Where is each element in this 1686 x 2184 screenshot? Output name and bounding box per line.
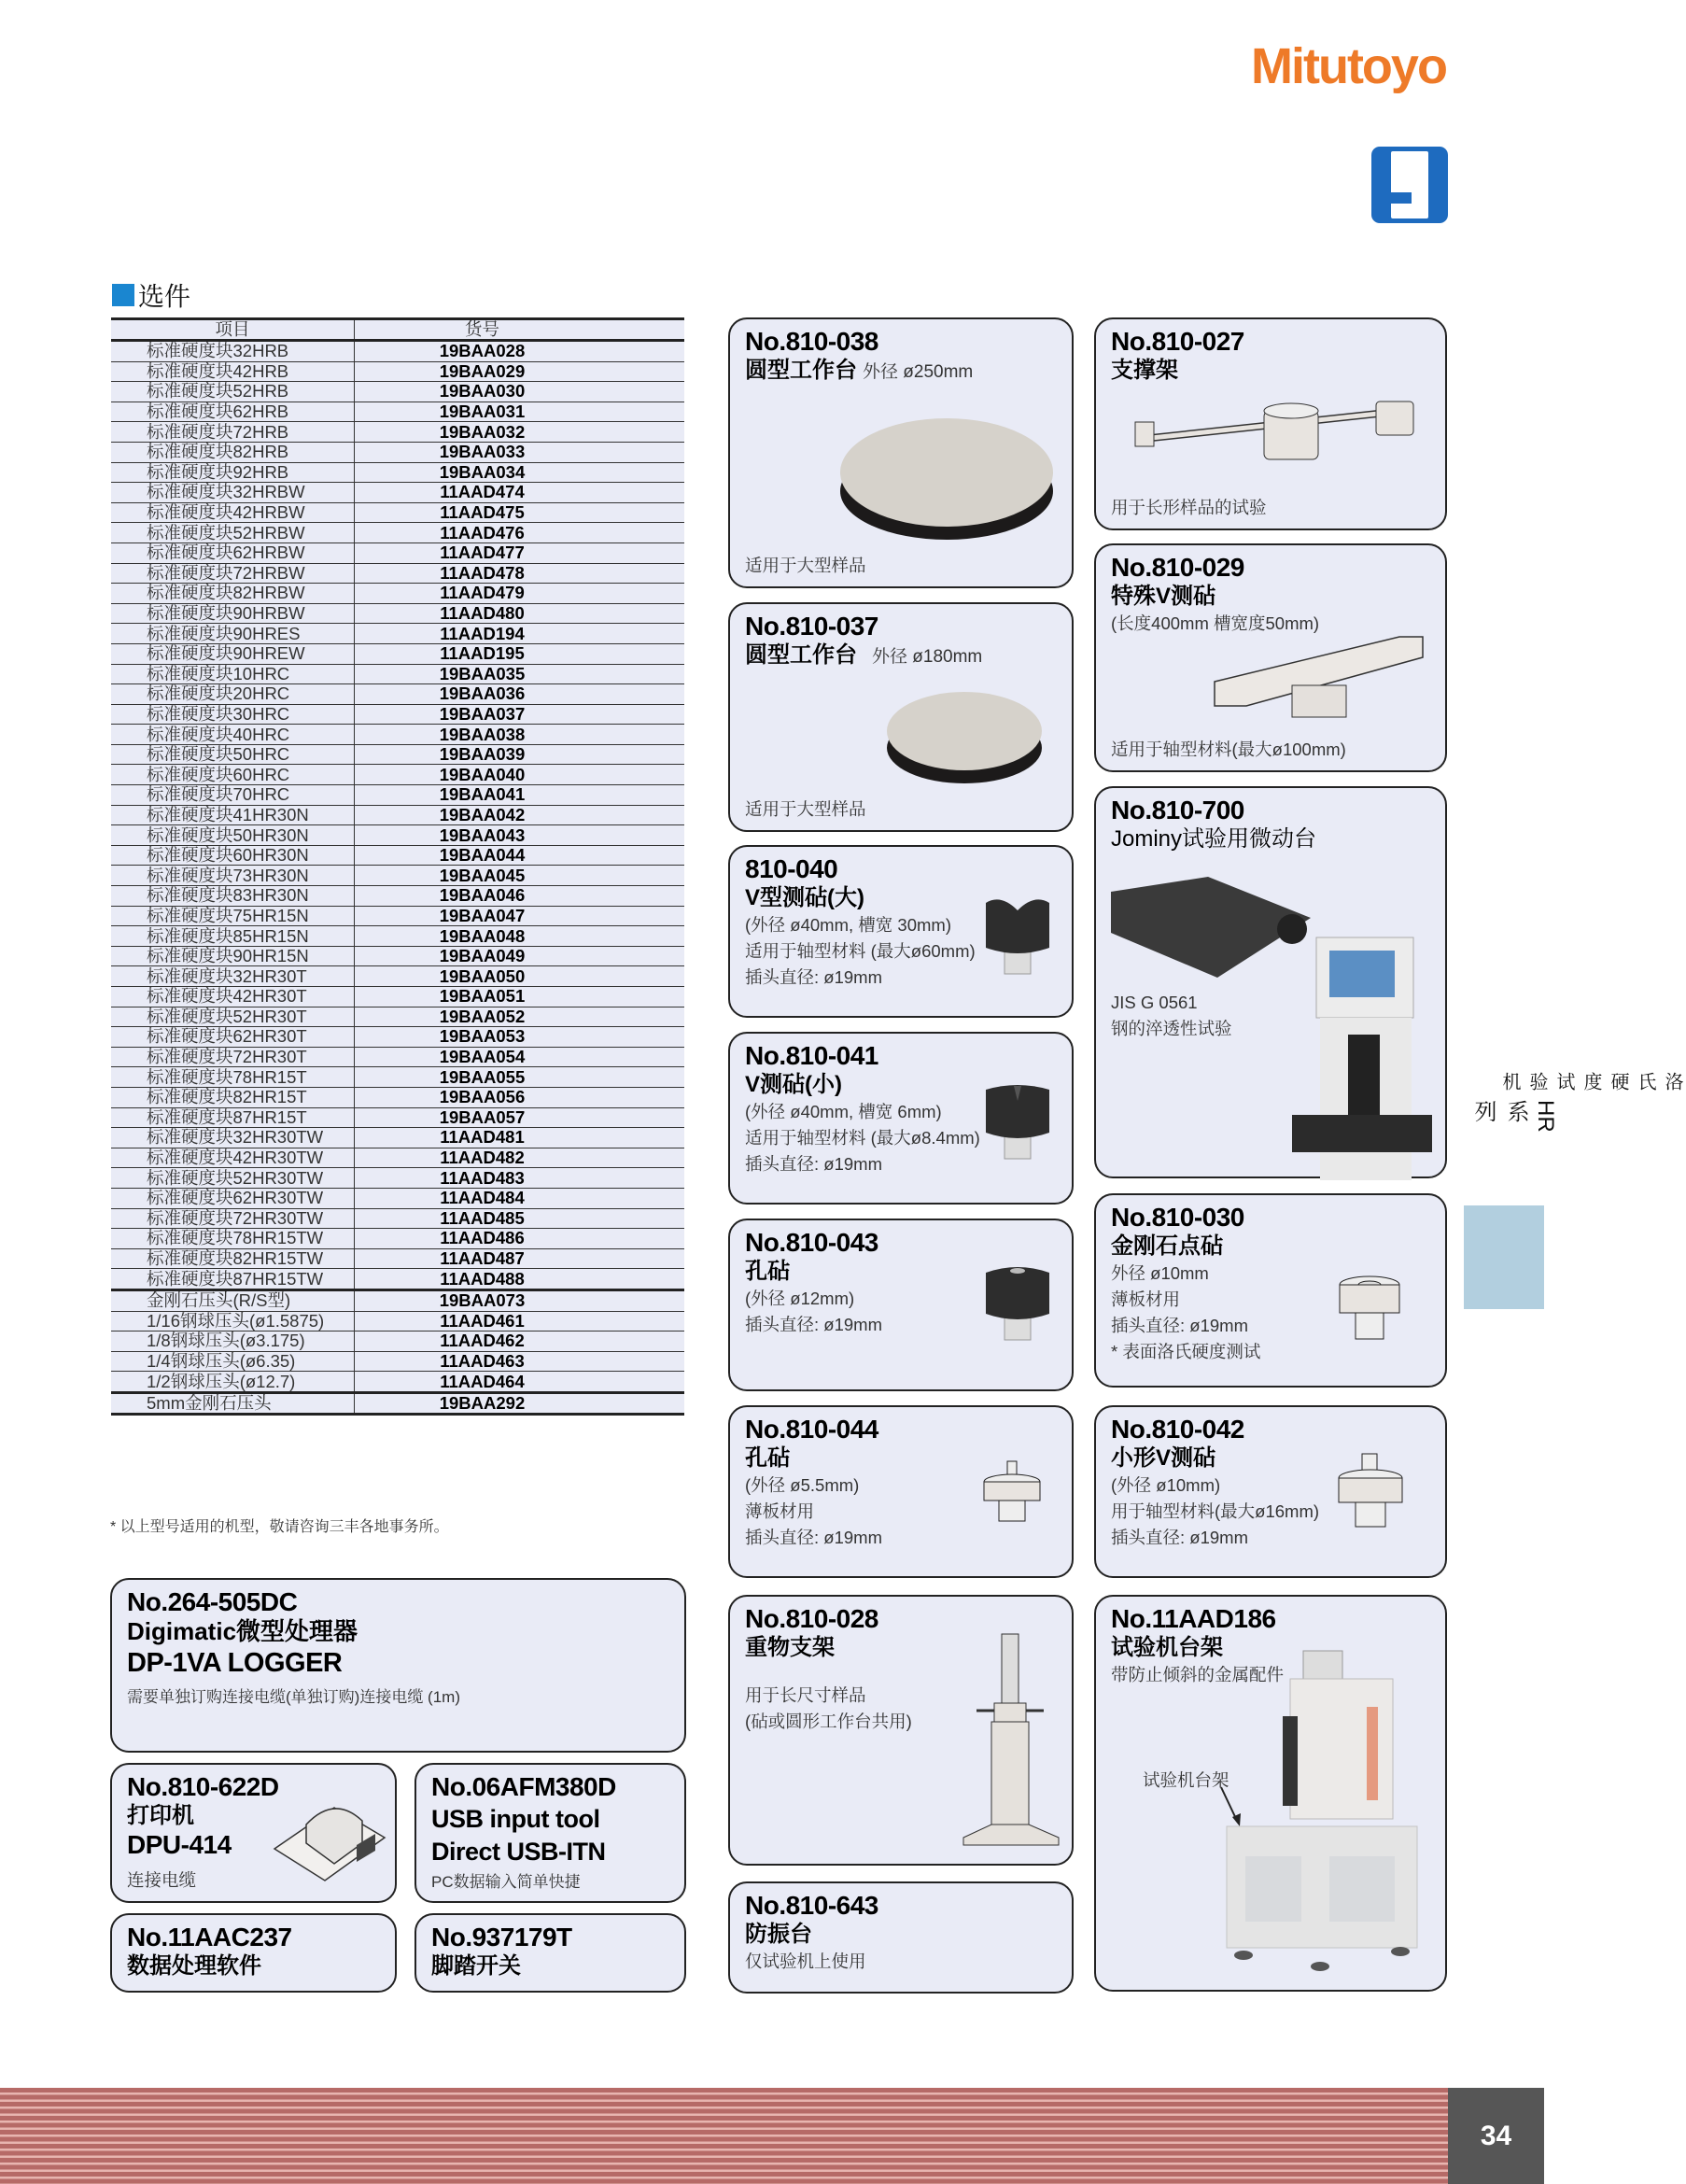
cell-code: 19BAA046 bbox=[355, 886, 685, 907]
callout-label: 试验机台架 bbox=[1143, 1770, 1229, 1790]
table-row bbox=[111, 1289, 684, 1311]
card-spec-3: 插头直径: ø19mm bbox=[745, 1528, 882, 1547]
cell-code: 19BAA052 bbox=[355, 1007, 685, 1027]
table-row bbox=[111, 1248, 684, 1269]
cell-item: 标准硬度块75HR15N bbox=[111, 906, 355, 926]
card-number: No.11AAC237 bbox=[127, 1923, 292, 1952]
cell-item: 标准硬度块42HRB bbox=[111, 361, 355, 382]
cell-item: 标准硬度块83HR30N bbox=[111, 886, 355, 907]
table-row bbox=[111, 966, 684, 987]
cell-code: 11AAD195 bbox=[355, 643, 685, 664]
table-row bbox=[111, 502, 684, 523]
special-v-anvil-illustration-icon bbox=[1213, 631, 1437, 725]
table-row bbox=[111, 946, 684, 966]
card-spec-1: 外径 ø10mm bbox=[1111, 1263, 1209, 1283]
card-number: No.810-028 bbox=[745, 1604, 878, 1633]
small-v-anvil-icon bbox=[1337, 1452, 1408, 1536]
table-row bbox=[111, 1351, 684, 1372]
card-937179T bbox=[414, 1913, 686, 1993]
cell-item: 标准硬度块90HREW bbox=[111, 643, 355, 664]
cell-item: 标准硬度块10HRC bbox=[111, 664, 355, 684]
card-spec-1: (外径 ø10mm) bbox=[1111, 1475, 1221, 1495]
cell-item: 标准硬度块87HR15T bbox=[111, 1107, 355, 1128]
card-spec-3: 插头直径: ø19mm bbox=[1111, 1528, 1248, 1547]
cell-item: 金刚石压头(R/S型) bbox=[111, 1289, 355, 1311]
card-number: No.810-622D bbox=[127, 1772, 279, 1801]
table-row bbox=[111, 1372, 684, 1393]
mitutoyo-logo: Mitutoyo bbox=[1251, 38, 1446, 94]
card-11AAC237 bbox=[110, 1913, 397, 1993]
cell-code: 11AAD194 bbox=[355, 624, 685, 644]
cell-code: 19BAA042 bbox=[355, 805, 685, 825]
card-810-700 bbox=[1094, 786, 1447, 1178]
table-row bbox=[111, 402, 684, 422]
cell-code: 11AAD481 bbox=[355, 1128, 685, 1148]
card-810-037 bbox=[728, 602, 1074, 832]
cell-item: 标准硬度块50HR30N bbox=[111, 825, 355, 846]
page-number: 34 bbox=[1448, 2088, 1544, 2184]
table-row bbox=[111, 1208, 684, 1229]
cell-code: 11AAD483 bbox=[355, 1168, 685, 1189]
table-row bbox=[111, 664, 684, 684]
card-spec-1: 用于长尺寸样品 bbox=[745, 1685, 866, 1705]
cell-item: 标准硬度块90HRBW bbox=[111, 603, 355, 624]
card-06AFM380D bbox=[414, 1763, 686, 1903]
cell-code: 19BAA045 bbox=[355, 866, 685, 886]
table-row bbox=[111, 1269, 684, 1290]
card-number: No.810-643 bbox=[745, 1891, 878, 1920]
cell-item: 标准硬度块52HR30TW bbox=[111, 1168, 355, 1189]
cell-item: 标准硬度块32HRB bbox=[111, 341, 355, 362]
table-row bbox=[111, 1107, 684, 1128]
card-810-041 bbox=[728, 1032, 1074, 1205]
card-name: 脚踏开关 bbox=[431, 1953, 521, 1979]
card-810-030 bbox=[1094, 1193, 1447, 1388]
cell-code: 19BAA073 bbox=[355, 1289, 685, 1311]
card-810-643 bbox=[728, 1881, 1074, 1994]
card-name: 金刚石点砧 bbox=[1111, 1233, 1223, 1259]
card-number: No.264-505DC bbox=[127, 1587, 298, 1616]
card-spec: (长度400mm 槽宽度50mm) bbox=[1111, 613, 1320, 633]
card-number: No.810-030 bbox=[1111, 1203, 1244, 1232]
side-tab-color-block bbox=[1464, 1205, 1544, 1309]
cell-item: 标准硬度块92HRB bbox=[111, 462, 355, 483]
table-row bbox=[111, 684, 684, 705]
card-810-622D bbox=[110, 1763, 397, 1903]
cell-item: 标准硬度块73HR30N bbox=[111, 866, 355, 886]
card-desc: 仅试验机上使用 bbox=[745, 1952, 866, 1971]
cell-item: 标准硬度块78HR15TW bbox=[111, 1229, 355, 1249]
card-name: Digimatic微型处理器 bbox=[127, 1617, 358, 1645]
table-row bbox=[111, 603, 684, 624]
table-row bbox=[111, 906, 684, 926]
table-row bbox=[111, 1007, 684, 1027]
table-row bbox=[111, 1392, 684, 1415]
card-number: No.810-042 bbox=[1111, 1415, 1244, 1444]
cell-item: 标准硬度块82HRBW bbox=[111, 584, 355, 604]
cell-item: 标准硬度块82HR15T bbox=[111, 1087, 355, 1107]
cell-code: 19BAA039 bbox=[355, 744, 685, 765]
column-header-code: 货号 bbox=[355, 319, 685, 341]
table-row bbox=[111, 1148, 684, 1168]
card-spec-4: * 表面洛氏硬度测试 bbox=[1111, 1342, 1261, 1361]
table-row bbox=[111, 866, 684, 886]
card-number: No.06AFM380D bbox=[431, 1772, 616, 1801]
card-name: V型测砧(大) bbox=[745, 885, 864, 910]
card-spec: 外径 ø250mm bbox=[863, 362, 974, 382]
cell-code: 19BAA038 bbox=[355, 725, 685, 745]
table-row bbox=[111, 1128, 684, 1148]
card-name-text: 圆型工作台 bbox=[745, 358, 857, 383]
cell-item: 标准硬度块42HRBW bbox=[111, 502, 355, 523]
card-spec-2: 钢的淬透性试验 bbox=[1111, 1019, 1232, 1038]
diamond-spot-anvil-icon bbox=[1337, 1274, 1404, 1348]
cell-code: 19BAA040 bbox=[355, 765, 685, 785]
cell-item: 标准硬度块60HR30N bbox=[111, 845, 355, 866]
cell-item: 标准硬度块62HR30TW bbox=[111, 1188, 355, 1208]
card-name: 孔砧 bbox=[745, 1259, 790, 1284]
cell-item: 标准硬度块32HR30T bbox=[111, 966, 355, 987]
card-spec-3: 插头直径: ø19mm bbox=[745, 1154, 882, 1174]
cell-item: 标准硬度块82HR15TW bbox=[111, 1248, 355, 1269]
cell-item: 标准硬度块60HRC bbox=[111, 765, 355, 785]
column-header-item: 项目 bbox=[111, 319, 355, 341]
cell-item: 标准硬度块82HRB bbox=[111, 442, 355, 462]
card-desc: PC数据输入简单快捷 bbox=[431, 1873, 581, 1891]
table-row bbox=[111, 523, 684, 543]
table-row bbox=[111, 462, 684, 483]
card-model: Direct USB-ITN bbox=[431, 1838, 606, 1866]
card-name: 重物支架 bbox=[745, 1635, 835, 1660]
table-row bbox=[111, 563, 684, 584]
card-number: No.11AAD186 bbox=[1111, 1604, 1276, 1633]
cell-item: 标准硬度块20HRC bbox=[111, 684, 355, 705]
card-spec-1: (外径 ø40mm, 槽宽 30mm) bbox=[745, 915, 951, 935]
side-tab-category: 洛氏硬度试验机 bbox=[1499, 1072, 1682, 1092]
table-row bbox=[111, 341, 684, 362]
card-264-505DC bbox=[110, 1578, 686, 1753]
card-spec-2: 用于轴型材料(最大ø16mm) bbox=[1111, 1501, 1320, 1521]
cell-code: 11AAD480 bbox=[355, 603, 685, 624]
table-row bbox=[111, 1229, 684, 1249]
card-desc: 适用于大型样品 bbox=[745, 556, 866, 575]
table-row bbox=[111, 1332, 684, 1352]
card-desc: 适用于大型样品 bbox=[745, 799, 866, 819]
cell-code: 11AAD461 bbox=[355, 1311, 685, 1332]
card-spec-2: 适用于轴型材料 (最大ø60mm) bbox=[745, 941, 976, 961]
heavy-support-illustration-icon bbox=[962, 1625, 1064, 1849]
cell-item: 标准硬度块52HRBW bbox=[111, 523, 355, 543]
cell-item: 标准硬度块85HR15N bbox=[111, 926, 355, 947]
card-name: 孔砧 bbox=[745, 1445, 790, 1471]
cell-code: 19BAA033 bbox=[355, 442, 685, 462]
cell-item: 标准硬度块72HRBW bbox=[111, 563, 355, 584]
cell-item: 1/16钢球压头(ø1.5875) bbox=[111, 1311, 355, 1332]
table-row bbox=[111, 1168, 684, 1189]
card-spec-1: JIS G 0561 bbox=[1111, 993, 1198, 1012]
cell-code: 19BAA054 bbox=[355, 1047, 685, 1067]
card-number: No.810-700 bbox=[1111, 796, 1244, 824]
cell-item: 标准硬度块50HRC bbox=[111, 744, 355, 765]
cell-item: 标准硬度块72HR30T bbox=[111, 1047, 355, 1067]
cell-code: 19BAA053 bbox=[355, 1027, 685, 1048]
card-number: No.810-043 bbox=[745, 1228, 878, 1257]
card-810-028 bbox=[728, 1595, 1074, 1866]
card-number: No.810-041 bbox=[745, 1041, 878, 1070]
table-row bbox=[111, 422, 684, 443]
table-row bbox=[111, 765, 684, 785]
cell-code: 11AAD487 bbox=[355, 1248, 685, 1269]
table-row bbox=[111, 1027, 684, 1048]
footer-stripes bbox=[0, 2088, 1448, 2184]
card-number: No.810-037 bbox=[745, 612, 878, 641]
cell-item: 1/4钢球压头(ø6.35) bbox=[111, 1351, 355, 1372]
cell-code: 11AAD464 bbox=[355, 1372, 685, 1393]
cell-code: 19BAA292 bbox=[355, 1392, 685, 1415]
card-name: 小形V测砧 bbox=[1111, 1445, 1216, 1471]
card-spec-1: (外径 ø12mm) bbox=[745, 1289, 855, 1308]
table-row bbox=[111, 382, 684, 402]
cell-item: 标准硬度块40HRC bbox=[111, 725, 355, 745]
card-desc: 需要单独订购连接电缆(单独订购)连接电缆 (1m) bbox=[127, 1688, 460, 1706]
cell-code: 19BAA049 bbox=[355, 946, 685, 966]
cell-item: 标准硬度块90HRES bbox=[111, 624, 355, 644]
cell-item: 标准硬度块30HRC bbox=[111, 704, 355, 725]
cell-code: 19BAA035 bbox=[355, 664, 685, 684]
cell-item: 1/2钢球压头(ø12.7) bbox=[111, 1372, 355, 1393]
card-name-text: 圆型工作台 bbox=[745, 642, 857, 668]
v-anvil-small-icon bbox=[982, 1080, 1052, 1164]
card-810-027 bbox=[1094, 317, 1447, 530]
cell-item: 标准硬度块41HR30N bbox=[111, 805, 355, 825]
cell-code: 19BAA047 bbox=[355, 906, 685, 926]
cell-code: 19BAA056 bbox=[355, 1087, 685, 1107]
table-row bbox=[111, 987, 684, 1007]
jominy-stage-illustration-icon bbox=[1105, 867, 1320, 989]
card-number: No.937179T bbox=[431, 1923, 572, 1952]
card-spec-2: 薄板材用 bbox=[1111, 1289, 1181, 1309]
card-spec-3: 插头直径: ø19mm bbox=[1111, 1316, 1248, 1335]
card-name: 支撑架 bbox=[1111, 358, 1178, 383]
card-name bbox=[745, 357, 1057, 387]
card-desc: 用于长形样品的试验 bbox=[1111, 498, 1267, 517]
cell-item: 5mm金刚石压头 bbox=[111, 1392, 355, 1415]
card-spec-1: (外径 ø40mm, 槽宽 6mm) bbox=[745, 1102, 942, 1121]
cell-code: 19BAA030 bbox=[355, 382, 685, 402]
cell-code: 19BAA036 bbox=[355, 684, 685, 705]
table-row bbox=[111, 704, 684, 725]
cell-item: 1/8钢球压头(ø3.175) bbox=[111, 1332, 355, 1352]
card-810-038 bbox=[728, 317, 1074, 588]
card-name: Jominy试验用微动台 bbox=[1111, 826, 1317, 852]
round-table-illustration-icon bbox=[835, 405, 1059, 545]
cell-code: 19BAA029 bbox=[355, 361, 685, 382]
table-row bbox=[111, 361, 684, 382]
table-header-row bbox=[111, 319, 684, 341]
card-spec-1: (外径 ø5.5mm) bbox=[745, 1475, 860, 1495]
card-number: 810-040 bbox=[745, 854, 838, 883]
v-anvil-large-icon bbox=[982, 894, 1052, 978]
card-number: No.810-029 bbox=[1111, 553, 1244, 582]
table-row bbox=[111, 542, 684, 563]
card-name: 打印机 bbox=[127, 1803, 194, 1828]
cell-item: 标准硬度块70HRC bbox=[111, 785, 355, 806]
hole-anvil-icon bbox=[982, 1261, 1052, 1346]
cell-code: 11AAD463 bbox=[355, 1351, 685, 1372]
card-name: V测砧(小) bbox=[745, 1072, 842, 1097]
table-row bbox=[111, 1188, 684, 1208]
side-tab-series: HR系列 bbox=[1470, 1100, 1558, 1133]
cell-code: 19BAA034 bbox=[355, 462, 685, 483]
card-spec-3: 插头直径: ø19mm bbox=[745, 967, 882, 987]
table-row bbox=[111, 845, 684, 866]
table-row bbox=[111, 1067, 684, 1088]
card-810-040 bbox=[728, 845, 1074, 1018]
cell-item: 标准硬度块32HR30TW bbox=[111, 1128, 355, 1148]
table-row bbox=[111, 886, 684, 907]
cell-code: 19BAA055 bbox=[355, 1067, 685, 1088]
card-model: DP-1VA LOGGER bbox=[127, 1648, 343, 1678]
cell-code: 11AAD485 bbox=[355, 1208, 685, 1229]
table-row bbox=[111, 624, 684, 644]
round-table-illustration-icon bbox=[884, 683, 1047, 790]
cell-code: 19BAA031 bbox=[355, 402, 685, 422]
table-row bbox=[111, 442, 684, 462]
table-row bbox=[111, 643, 684, 664]
cell-item: 标准硬度块52HR30T bbox=[111, 1007, 355, 1027]
hole-anvil-thin-icon bbox=[982, 1459, 1047, 1534]
table-row bbox=[111, 785, 684, 806]
cell-code: 19BAA048 bbox=[355, 926, 685, 947]
cell-item: 标准硬度块78HR15T bbox=[111, 1067, 355, 1088]
cell-code: 11AAD477 bbox=[355, 542, 685, 563]
card-spec-2: 薄板材用 bbox=[745, 1501, 815, 1521]
card-810-044 bbox=[728, 1405, 1074, 1578]
card-spec: 外径 ø180mm bbox=[872, 647, 983, 667]
cell-code: 11AAD462 bbox=[355, 1332, 685, 1352]
card-810-029 bbox=[1094, 543, 1447, 772]
cell-item: 标准硬度块72HRB bbox=[111, 422, 355, 443]
card-name: 试验机台架 bbox=[1111, 1635, 1223, 1660]
section-marker-icon bbox=[112, 284, 134, 306]
cell-code: 19BAA041 bbox=[355, 785, 685, 806]
card-11AAD186 bbox=[1094, 1595, 1447, 1992]
card-number: No.810-044 bbox=[745, 1415, 878, 1444]
card-desc: 连接电缆 bbox=[127, 1870, 197, 1890]
table-row bbox=[111, 1047, 684, 1067]
cell-item: 标准硬度块42HR30TW bbox=[111, 1148, 355, 1168]
cell-item: 标准硬度块62HRB bbox=[111, 402, 355, 422]
table-row bbox=[111, 825, 684, 846]
table-row bbox=[111, 1087, 684, 1107]
card-spec-2: 插头直径: ø19mm bbox=[745, 1315, 882, 1334]
cell-code: 19BAA037 bbox=[355, 704, 685, 725]
card-name: USB input tool bbox=[431, 1805, 600, 1833]
cell-item: 标准硬度块62HRBW bbox=[111, 542, 355, 563]
card-spec-2: 适用于轴型材料 (最大ø8.4mm) bbox=[745, 1128, 980, 1148]
cell-code: 11AAD478 bbox=[355, 563, 685, 584]
table-row bbox=[111, 1311, 684, 1332]
card-810-042 bbox=[1094, 1405, 1447, 1578]
card-desc: 带防止倾斜的金属配件 bbox=[1111, 1665, 1285, 1684]
cell-item: 标准硬度块52HRB bbox=[111, 382, 355, 402]
cell-code: 19BAA032 bbox=[355, 422, 685, 443]
cell-code: 11AAD475 bbox=[355, 502, 685, 523]
cell-code: 11AAD479 bbox=[355, 584, 685, 604]
table-row bbox=[111, 805, 684, 825]
card-spec-2: (砧或圆形工作台共用) bbox=[745, 1712, 912, 1731]
table-row bbox=[111, 483, 684, 503]
card-desc: 适用于轴型材料(最大ø100mm) bbox=[1111, 740, 1346, 759]
tester-stand-illustration-icon bbox=[1227, 1651, 1423, 1978]
cell-code: 11AAD474 bbox=[355, 483, 685, 503]
table-row bbox=[111, 744, 684, 765]
options-table bbox=[111, 317, 684, 1416]
table-row bbox=[111, 584, 684, 604]
cell-item: 标准硬度块42HR30T bbox=[111, 987, 355, 1007]
cell-item: 标准硬度块87HR15TW bbox=[111, 1269, 355, 1290]
cell-code: 19BAA043 bbox=[355, 825, 685, 846]
section-title bbox=[112, 276, 190, 314]
card-number: No.810-038 bbox=[745, 327, 878, 356]
printer-illustration-icon bbox=[269, 1789, 388, 1886]
cell-code: 11AAD476 bbox=[355, 523, 685, 543]
card-name: 数据处理软件 bbox=[127, 1953, 261, 1979]
card-model: DPU-414 bbox=[127, 1830, 232, 1859]
cell-code: 19BAA050 bbox=[355, 966, 685, 987]
card-number: No.810-027 bbox=[1111, 327, 1244, 356]
cell-item: 标准硬度块90HR15N bbox=[111, 946, 355, 966]
cell-code: 11AAD486 bbox=[355, 1229, 685, 1249]
section-title-text: 选件 bbox=[138, 282, 191, 311]
card-name: 特殊V测砧 bbox=[1111, 584, 1216, 609]
table-row bbox=[111, 725, 684, 745]
support-arm-illustration-icon bbox=[1124, 394, 1432, 478]
card-810-043 bbox=[728, 1219, 1074, 1391]
cell-code: 19BAA051 bbox=[355, 987, 685, 1007]
card-name: 防振台 bbox=[745, 1922, 812, 1947]
cell-code: 11AAD488 bbox=[355, 1269, 685, 1290]
hardness-tester-illustration-icon bbox=[1292, 937, 1432, 1180]
cell-item: 标准硬度块62HR30T bbox=[111, 1027, 355, 1048]
table-footnote: * 以上型号适用的机型，敬请咨询三丰各地事务所。 bbox=[110, 1519, 449, 1535]
hardness-tester-icon bbox=[1371, 147, 1448, 223]
cell-code: 19BAA028 bbox=[355, 341, 685, 362]
cell-code: 19BAA057 bbox=[355, 1107, 685, 1128]
cell-code: 11AAD482 bbox=[355, 1148, 685, 1168]
table-row bbox=[111, 926, 684, 947]
cell-code: 11AAD484 bbox=[355, 1188, 685, 1208]
cell-item: 标准硬度块32HRBW bbox=[111, 483, 355, 503]
cell-item: 标准硬度块72HR30TW bbox=[111, 1208, 355, 1229]
card-name bbox=[745, 641, 1057, 671]
cell-code: 19BAA044 bbox=[355, 845, 685, 866]
